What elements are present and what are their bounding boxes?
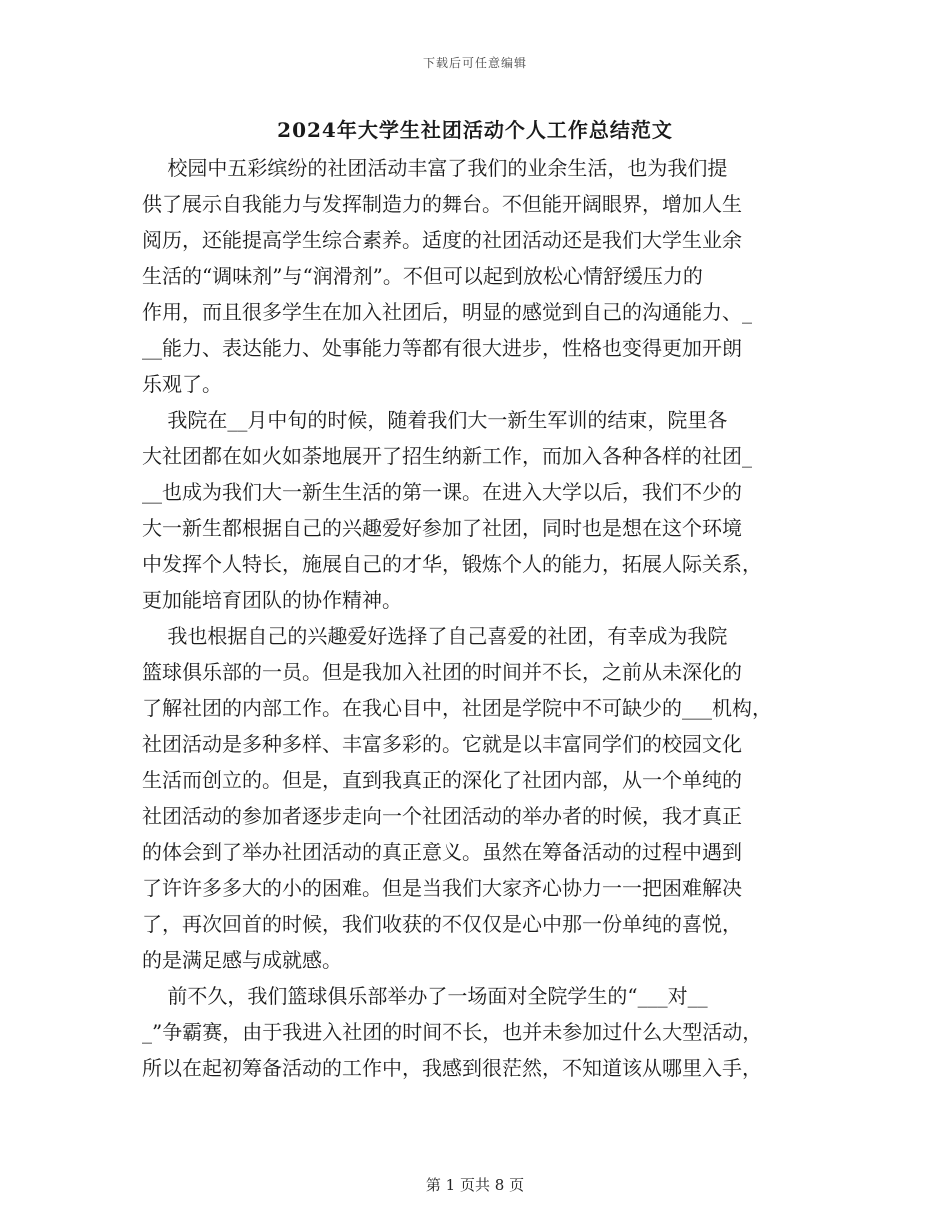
text-line: 大社团都在如火如荼地展开了招生纳新工作，而加入各种各样的社团_ [142, 444, 752, 468]
text-line: 社团活动的参加者逐步走向一个社团活动的举办者的时候，我才真正 [142, 804, 742, 828]
text-line: 前不久，我们篮球俱乐部举办了一场面对全院学生的“___对__ [142, 984, 708, 1008]
text-line: 的是满足感与成就感。 [142, 948, 342, 972]
text-line: 大一新生都根据自己的兴趣爱好参加了社团，同时也是想在这个环境 [142, 516, 742, 540]
text-line: 篮球俱乐部的一员。但是我加入社团的时间并不长，之前从未深化的 [142, 660, 742, 684]
text-line: 供了展示自我能力与发挥制造力的舞台。不但能开阔眼界，增加人生 [142, 192, 742, 216]
text-line: 的体会到了举办社团活动的真正意义。虽然在筹备活动的过程中遇到 [142, 840, 742, 864]
document-title: 2024年大学生社团活动个人工作总结范文 [277, 118, 673, 142]
text-line: 中发挥个人特长，施展自己的才华，锻炼个人的能力，拓展人际关系， [142, 552, 762, 576]
text-line: 了解社团的内部工作。在我心目中，社团是学院中不可缺少的___机构， [142, 696, 772, 720]
text-line: 生活而创立的。但是，直到我真正的深化了社团内部，从一个单纯的 [142, 768, 742, 792]
document-body [142, 150, 814, 1086]
text-line: 了，再次回首的时候，我们收获的不仅仅是心中那一份单纯的喜悦， [142, 912, 742, 936]
text-line: 生活的“调味剂”与“润滑剂”。不但可以起到放松心情舒缓压力的 [142, 264, 703, 288]
text-line: _”争霸赛，由于我进入社团的时间不长，也并未参加过什么大型活动， [142, 1020, 763, 1044]
page-header: 下载后可任意编辑 [422, 56, 527, 70]
page-footer: 第 1 页共 8 页 [425, 1176, 525, 1194]
text-line: 社团活动是多种多样、丰富多彩的。它就是以丰富同学们的校园文化 [142, 732, 742, 756]
text-line: 所以在起初筹备活动的工作中，我感到很茫然，不知道该从哪里入手， [142, 1056, 762, 1080]
text-line: 乐观了。 [142, 372, 222, 396]
text-line: 更加能培育团队的协作精神。 [142, 588, 402, 612]
text-line: 了许许多多大的小的困难。但是当我们大家齐心协力一一把困难解决 [142, 876, 742, 900]
text-line: 作用，而且很多学生在加入社团后，明显的感觉到自己的沟通能力、_ [142, 300, 752, 324]
text-line: 校园中五彩缤纷的社团活动丰富了我们的业余生活，也为我们提 [142, 156, 728, 180]
text-line: 阅历，还能提高学生综合素养。适度的社团活动还是我们大学生业余 [142, 228, 742, 252]
text-line: 我也根据自己的兴趣爱好选择了自己喜爱的社团，有幸成为我院 [142, 624, 728, 648]
text-line: __也成为我们大一新生生活的第一课。在进入大学以后，我们不少的 [142, 480, 742, 504]
text-line: 我院在__月中旬的时候，随着我们大一新生军训的结束，院里各 [142, 408, 728, 432]
text-line: __能力、表达能力、处事能力等都有很大进步，性格也变得更加开朗 [142, 336, 742, 360]
